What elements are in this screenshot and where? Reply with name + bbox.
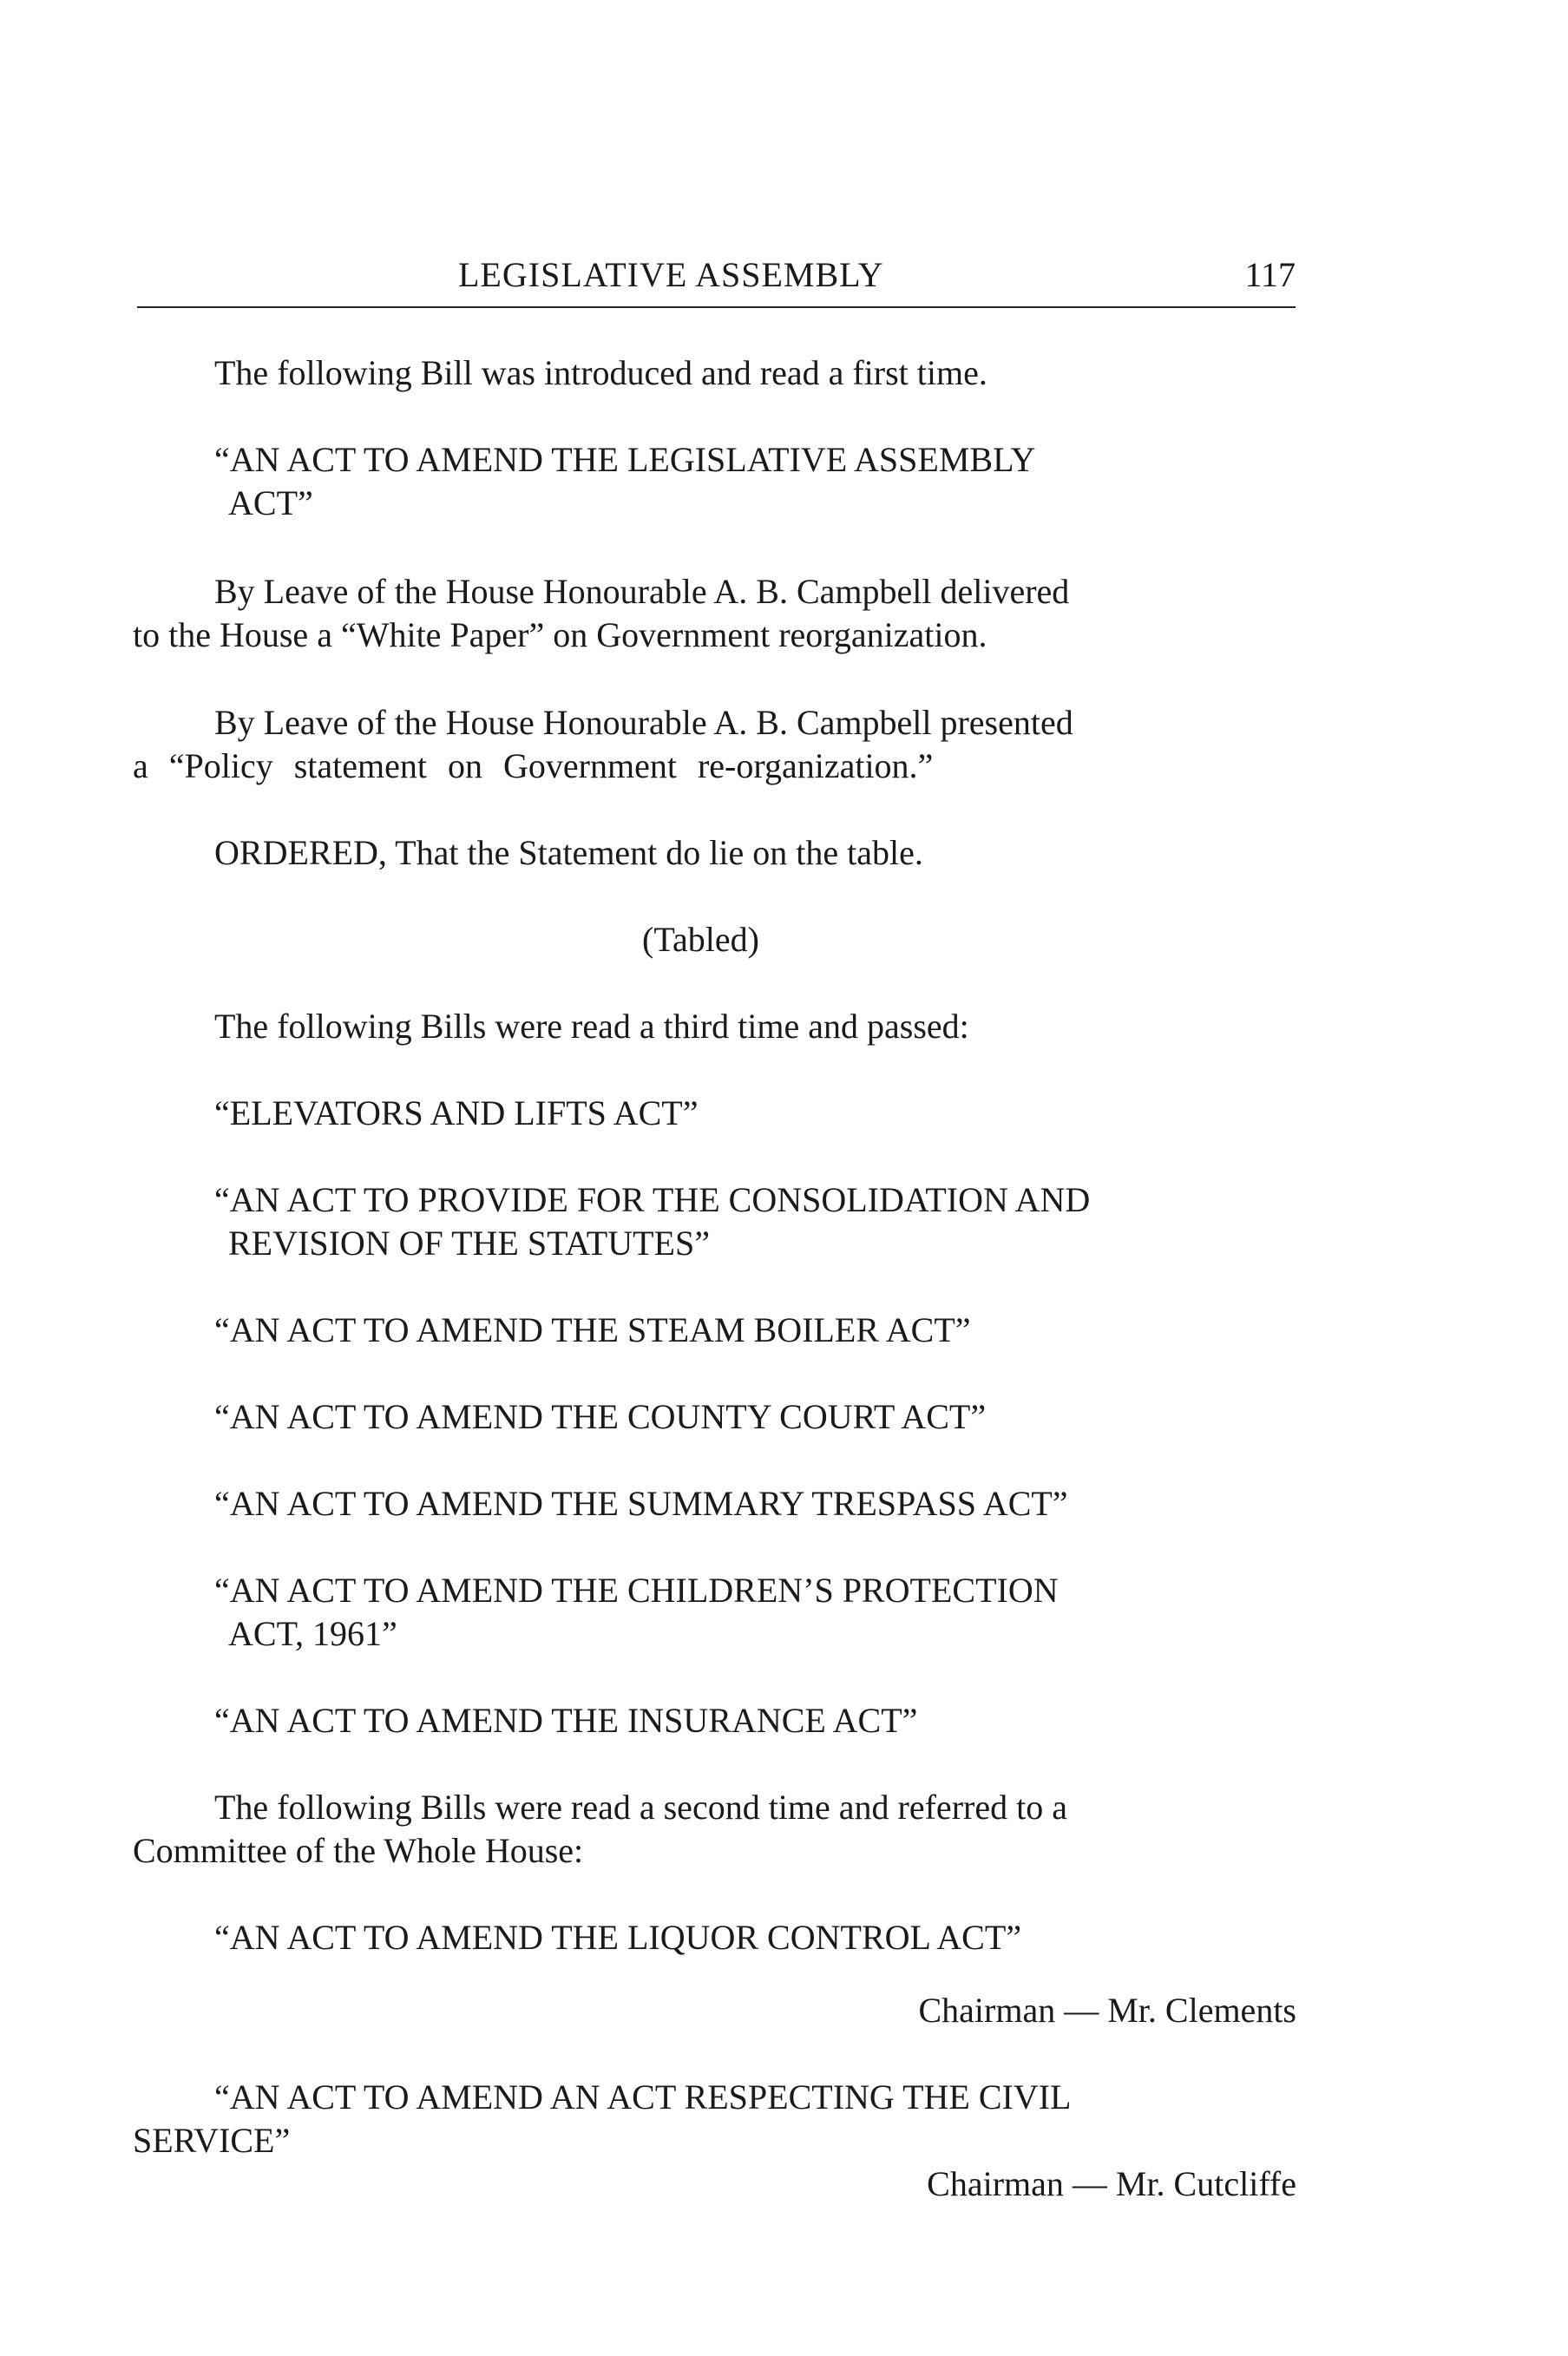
- bill-insurance: “AN ACT TO AMEND THE INSURANCE ACT”: [214, 1701, 918, 1740]
- bill-legislative-assembly-line2: ACT”: [228, 483, 313, 522]
- paragraph-second-reading-line2: Committee of the Whole House:: [133, 1831, 584, 1870]
- bill-county-court: “AN ACT TO AMEND THE COUNTY COURT ACT”: [214, 1397, 987, 1436]
- paragraph-third-reading: The following Bills were read a third time and passed:: [214, 1007, 969, 1046]
- bill-childrens-protection-line2: ACT, 1961”: [228, 1614, 397, 1653]
- chairman-cutcliffe: Chairman — Mr. Cutcliffe: [927, 2164, 1296, 2203]
- bill-consolidation-line1: “AN ACT TO PROVIDE FOR THE CONSOLIDATION AND: [214, 1180, 1091, 1219]
- paragraph-policy-line1: By Leave of the House Honourable A. B. Campbell presented: [214, 703, 1073, 742]
- bill-legislative-assembly-line1: “AN ACT TO AMEND THE LEGISLATIVE ASSEMBLY: [214, 440, 1036, 479]
- paragraph-first-reading: The following Bill was introduced and read a first time.: [214, 353, 987, 392]
- paragraph-white-paper-line2: to the House a “White Paper” on Government reorganization.: [133, 615, 987, 654]
- running-title: LEGISLATIVE ASSEMBLY: [458, 255, 884, 294]
- page-header: [137, 254, 1296, 306]
- paragraph-second-reading-line1: The following Bills were read a second time and referred to a: [214, 1788, 1067, 1827]
- page-number: 117: [1244, 255, 1296, 294]
- bill-childrens-protection-line1: “AN ACT TO AMEND THE CHILDREN’S PROTECTION: [214, 1571, 1059, 1610]
- bill-steam-boiler: “AN ACT TO AMEND THE STEAM BOILER ACT”: [214, 1310, 971, 1349]
- paragraph-policy-line2: a “Policy statement on Government re-organization.”: [133, 746, 934, 785]
- tabled-note: (Tabled): [642, 920, 759, 959]
- bill-civil-service-line2: SERVICE”: [133, 2121, 291, 2160]
- bill-liquor-control: “AN ACT TO AMEND THE LIQUOR CONTROL ACT”: [214, 1918, 1021, 1957]
- chairman-clements: Chairman — Mr. Clements: [918, 1991, 1296, 2030]
- bill-summary-trespass: “AN ACT TO AMEND THE SUMMARY TRESPASS ACT”: [214, 1484, 1068, 1523]
- bill-consolidation-line2: REVISION OF THE STATUTES”: [228, 1224, 710, 1263]
- paragraph-white-paper-line1: By Leave of the House Honourable A. B. Campbell delivered: [214, 572, 1070, 611]
- bill-elevators: “ELEVATORS AND LIFTS ACT”: [214, 1093, 699, 1132]
- ordered-statement: ORDERED, That the Statement do lie on the table.: [214, 833, 923, 872]
- bill-civil-service-line1: “AN ACT TO AMEND AN ACT RESPECTING THE CIVIL: [214, 2077, 1072, 2116]
- header-rule: [137, 306, 1296, 308]
